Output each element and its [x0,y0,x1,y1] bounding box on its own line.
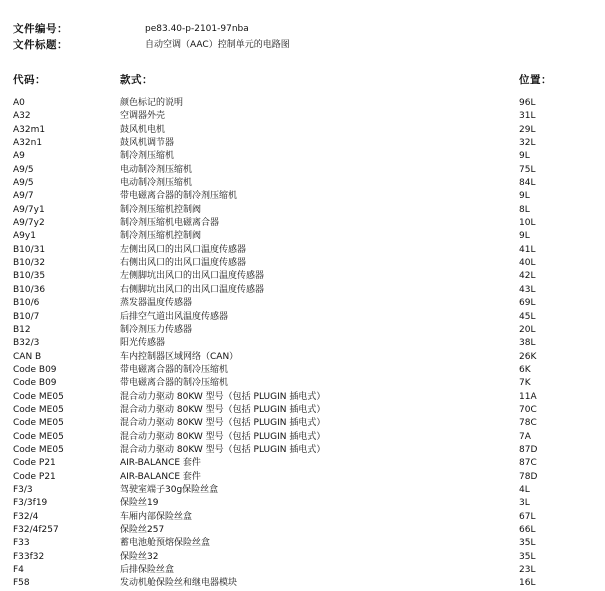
row-position: 70C [519,404,537,415]
list-item [0,337,605,350]
row-code: A0 [13,98,25,108]
list-item [0,230,605,243]
row-description: 带电磁离合器的制冷剂压缩机 [120,191,238,202]
list-item [0,164,605,177]
row-description: 后排保险丝盒 [120,565,175,576]
row-code: Code P21 [13,458,56,469]
list-item [0,497,605,510]
list-item [0,177,605,190]
list-item [0,471,605,484]
row-position: 38L [519,338,536,349]
row-code: A9/7 [13,191,34,202]
row-description: AIR-BALANCE 套件 [120,458,201,469]
list-item [0,324,605,337]
row-description: 蓄电池舱预熔保险丝盒 [120,538,211,549]
row-description: 右侧脚坑出风口的出风口温度传感器 [120,284,265,295]
row-code: B10/31 [13,244,46,255]
row-position: 41L [519,244,536,255]
row-description: 右侧出风口的出风口温度传感器 [120,258,247,269]
row-description: 车厢内部保险丝盒 [120,511,193,522]
list-item [0,244,605,257]
row-code: B10/35 [13,271,46,282]
row-code: Code ME05 [13,418,64,429]
list-item [0,511,605,524]
row-position: 43L [519,284,536,295]
row-code: Code ME05 [13,404,64,415]
component-list [0,97,605,591]
list-item [0,431,605,444]
row-position: 42L [519,271,536,282]
row-code: Code ME05 [13,431,64,442]
row-position: 31L [519,111,536,122]
row-description: 鼓风机调节器 [120,138,175,149]
row-position: 9L [519,151,530,162]
row-description: 制冷剂压力传感器 [120,324,193,335]
row-code: B10/7 [13,311,40,322]
doc-title-value: 自动空调（AAC）控制单元的电路图 [145,40,290,50]
row-code: F32/4 [13,511,39,522]
row-position: 35L [519,538,536,549]
row-description: 保险丝257 [120,525,165,535]
row-description: 保险丝32 [120,551,159,562]
row-description: 驾驶室端子30g保险丝盒 [120,484,219,495]
row-position: 67L [519,511,536,522]
list-item [0,404,605,417]
list-item [0,110,605,123]
row-position: 29L [519,124,536,135]
row-description: 电动制冷剂压缩机 [120,164,193,175]
row-code: A32 [13,111,31,122]
row-description: 混合动力驱动 80KW 型号（包括 PLUGIN 插电式） [120,391,326,402]
row-position: 7A [519,431,531,442]
list-item [0,284,605,297]
list-item [0,524,605,537]
row-code: Code B09 [13,364,57,375]
row-position: 75L [519,164,536,175]
row-position: 6K [519,364,531,375]
row-position: 9L [519,231,530,242]
row-description: 蒸发器温度传感器 [120,298,193,309]
list-item [0,124,605,137]
row-code: Code ME05 [13,391,64,402]
list-item [0,204,605,217]
row-code: A9/7y2 [13,218,45,229]
row-code: F32/4f257 [13,525,59,535]
doc-number-value: pe83.40-p-2101-97nba [145,24,249,34]
list-item [0,391,605,404]
row-code: A9/5 [13,178,34,189]
row-position: 16L [519,578,536,589]
row-code: Code B09 [13,378,57,389]
row-description: 带电磁离合器的制冷压缩机 [120,378,229,389]
row-description: 车内控制器区域网络（CAN） [120,351,239,362]
row-description: 混合动力驱动 80KW 型号（包括 PLUGIN 插电式） [120,404,326,415]
row-position: 84L [519,178,536,189]
row-position: 66L [519,525,536,535]
list-item [0,564,605,577]
row-position: 8L [519,204,530,215]
row-code: A9 [13,151,25,162]
row-code: F3/3f19 [13,498,48,509]
row-description: 制冷剂压缩机控制阀 [120,204,202,215]
row-description: 左侧出风口的出风口温度传感器 [120,244,247,255]
row-position: 3L [519,498,530,509]
list-item [0,257,605,270]
row-code: F4 [13,565,24,576]
row-code: B10/6 [13,298,40,309]
row-code: A32n1 [13,138,43,149]
list-item [0,364,605,377]
row-code: Code ME05 [13,444,64,455]
list-item [0,577,605,590]
row-description: 左侧脚坑出风口的出风口温度传感器 [120,271,265,282]
row-position: 40L [519,258,536,269]
row-position: 23L [519,565,536,576]
row-code: B10/36 [13,284,46,295]
list-item [0,297,605,310]
row-position: 35L [519,551,536,562]
row-code: B10/32 [13,258,46,269]
row-description: 阳光传感器 [120,338,166,349]
row-description: 保险丝19 [120,498,159,509]
row-description: 制冷剂压缩机 [120,151,175,162]
row-description: 混合动力驱动 80KW 型号（包括 PLUGIN 插电式） [120,431,326,442]
row-position: 78D [519,471,538,482]
list-item [0,270,605,283]
row-position: 96L [519,98,536,108]
row-position: 9L [519,191,530,202]
row-code: B12 [13,324,31,335]
list-item [0,217,605,230]
row-position: 26K [519,351,537,362]
list-item [0,351,605,364]
row-code: CAN B [13,351,42,362]
list-item [0,97,605,110]
row-position: 4L [519,484,530,495]
list-item [0,137,605,150]
row-position: 78C [519,418,537,429]
list-item [0,551,605,564]
row-description: 空调器外壳 [120,111,166,122]
row-description: 制冷剂压缩机控制阀 [120,231,202,242]
row-description: 后排空气道出风温度传感器 [120,311,229,322]
row-position: 69L [519,298,536,309]
list-item [0,484,605,497]
row-code: A32m1 [13,124,46,135]
doc-title-label: 文件标题： [13,39,68,51]
row-position: 45L [519,311,536,322]
row-code: A9/5 [13,164,34,175]
row-description: 颜色标记的说明 [120,98,184,108]
row-description: 混合动力驱动 80KW 型号（包括 PLUGIN 插电式） [120,444,326,455]
list-item [0,311,605,324]
row-code: F58 [13,578,30,589]
row-position: 11A [519,391,537,402]
row-description: 电动制冷剂压缩机 [120,178,193,189]
list-item [0,417,605,430]
column-header-position: 位置： [519,74,552,86]
row-code: A9y1 [13,231,36,242]
row-code: Code P21 [13,471,56,482]
list-item [0,377,605,390]
column-header-description: 款式： [120,74,153,86]
row-position: 20L [519,324,536,335]
row-description: 制冷剂压缩机电磁离合器 [120,218,220,229]
list-item [0,457,605,470]
list-item [0,150,605,163]
row-description: 发动机舱保险丝和继电器模块 [120,578,238,589]
row-position: 7K [519,378,531,389]
row-position: 32L [519,138,536,149]
row-description: 混合动力驱动 80KW 型号（包括 PLUGIN 插电式） [120,418,326,429]
row-code: A9/7y1 [13,204,45,215]
doc-number-label: 文件编号： [13,23,68,35]
row-code: F33f32 [13,551,45,562]
row-code: F3/3 [13,484,33,495]
row-code: F33 [13,538,30,549]
list-item [0,537,605,550]
row-description: 带电磁离合器的制冷压缩机 [120,364,229,375]
list-item [0,444,605,457]
row-position: 87D [519,444,538,455]
row-description: AIR-BALANCE 套件 [120,471,201,482]
row-description: 鼓风机电机 [120,124,166,135]
list-item [0,190,605,203]
row-position: 87C [519,458,537,469]
row-position: 10L [519,218,536,229]
row-code: B32/3 [13,338,40,349]
column-header-code: 代码： [13,74,46,86]
